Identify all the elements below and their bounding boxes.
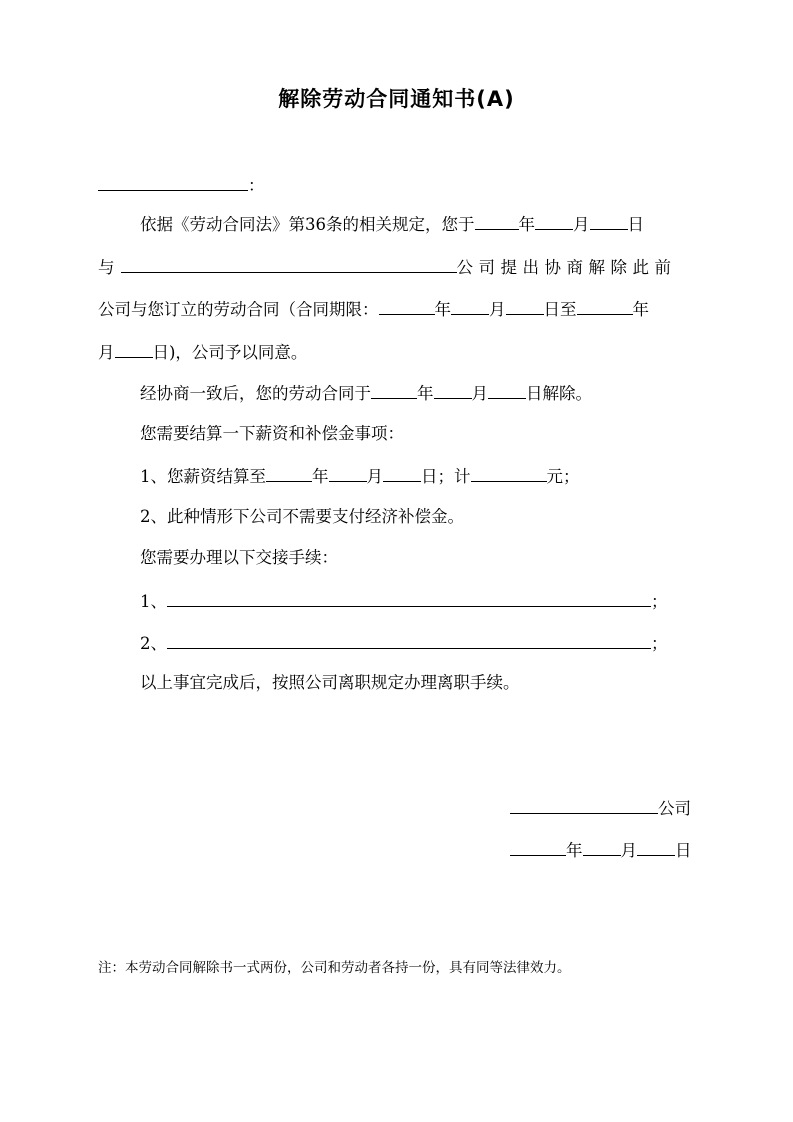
salary-amount-blank[interactable]	[471, 467, 547, 482]
handover-item-1	[140, 592, 668, 611]
semicolon: ；	[651, 634, 668, 653]
signature-company-line	[510, 799, 691, 818]
addressee-line	[98, 176, 265, 195]
year-label: 年	[566, 841, 583, 860]
para2-text-2: 日解除。	[526, 384, 592, 403]
termination-day-blank[interactable]	[488, 384, 526, 399]
para3-line: 您需要结算一下薪资和补偿金事项：	[140, 424, 404, 443]
addressee-blank[interactable]	[98, 176, 248, 191]
page-title: 解除劳动合同通知书(A)	[278, 87, 515, 111]
term-start-month-blank[interactable]	[451, 300, 489, 315]
handover-blank-1[interactable]	[167, 592, 651, 607]
company-name-blank[interactable]	[121, 258, 457, 273]
year-label: 年	[632, 300, 649, 319]
year-label: 年	[417, 384, 434, 403]
signature-month-blank[interactable]	[583, 841, 621, 856]
footnote: 注：本劳动合同解除书一式两份，公司和劳动者各持一份，具有同等法律效力。	[98, 960, 571, 976]
day-to-label: 日至	[543, 300, 577, 319]
para5-line: 以上事宜完成后，按照公司离职规定办理离职手续。	[140, 673, 520, 692]
addressee-colon: ：	[248, 176, 265, 195]
salary-year-blank[interactable]	[266, 467, 312, 482]
day-label: 日	[675, 841, 692, 860]
item1-text: 1、您薪资结算至	[140, 467, 266, 486]
termination-month-blank[interactable]	[434, 384, 472, 399]
para1-line1	[140, 215, 644, 234]
semicolon: ；	[651, 592, 668, 611]
para1-line2	[98, 258, 677, 277]
para1-text: 依据《劳动合同法》第36条的相关规定，您于	[140, 215, 475, 234]
month-label: 月	[366, 467, 383, 486]
month-label: 月	[573, 215, 590, 234]
term-start-day-blank[interactable]	[506, 300, 544, 315]
termination-year-blank[interactable]	[371, 384, 417, 399]
item1-line	[140, 467, 580, 486]
year-label: 年	[312, 467, 329, 486]
yuan-label: 元；	[546, 467, 580, 486]
company-label: 公司	[658, 799, 691, 818]
handover-item-2	[140, 634, 668, 653]
year-label: 年	[518, 215, 535, 234]
year-label: 年	[434, 300, 451, 319]
signature-date-line	[510, 841, 692, 860]
para2-text: 经协商一致后，您的劳动合同于	[140, 384, 371, 403]
para4-line: 您需要办理以下交接手续：	[140, 548, 338, 567]
signature-company-blank[interactable]	[510, 799, 658, 814]
handover-number: 2、	[140, 634, 167, 653]
month-label: 月	[620, 841, 637, 860]
month-label: 月	[98, 343, 115, 362]
para1-line4	[98, 343, 307, 362]
handover-blank-2[interactable]	[167, 634, 651, 649]
term-end-year-blank[interactable]	[577, 300, 633, 315]
handover-number: 1、	[140, 592, 167, 611]
signature-day-blank[interactable]	[637, 841, 675, 856]
term-start-year-blank[interactable]	[379, 300, 435, 315]
term-end-day-blank[interactable]	[115, 343, 153, 358]
day-total-label: 日；计	[421, 467, 471, 486]
month-label: 月	[489, 300, 506, 319]
signature-year-blank[interactable]	[510, 841, 566, 856]
salary-day-blank[interactable]	[383, 467, 421, 482]
para1-text-2: 公司提出协商解除此前	[456, 258, 677, 277]
para1-text-3: 公司与您订立的劳动合同（合同期限：	[98, 300, 379, 319]
para1-line3	[98, 300, 649, 319]
month-label: 月	[471, 384, 488, 403]
with-label: 与	[98, 258, 115, 277]
date1-month-blank[interactable]	[535, 215, 573, 230]
date1-year-blank[interactable]	[475, 215, 519, 230]
item2-line: 2、此种情形下公司不需要支付经济补偿金。	[140, 507, 464, 526]
para2-line	[140, 384, 592, 403]
para1-text-4: 日)，公司予以同意。	[152, 343, 308, 362]
day-label: 日	[627, 215, 644, 234]
date1-day-blank[interactable]	[590, 215, 628, 230]
salary-month-blank[interactable]	[329, 467, 367, 482]
